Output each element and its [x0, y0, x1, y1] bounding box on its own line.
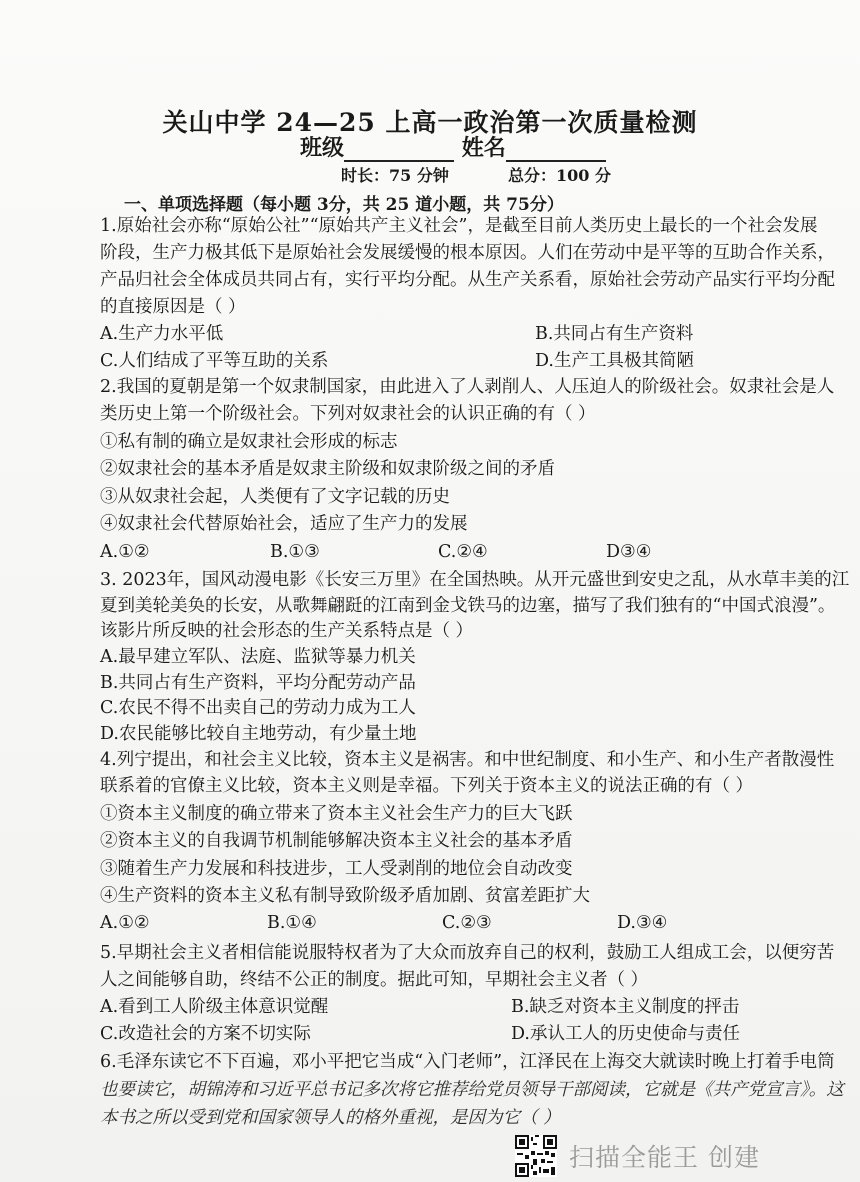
q2-option-d: D③④ [606, 542, 652, 562]
q1-option-a: A.生产力水平低 [100, 324, 224, 344]
class-blank [344, 138, 454, 162]
q4-statement-1: ①资本主义制度的确立带来了资本主义社会生产力的巨大飞跃 [100, 804, 573, 824]
q5-line: 人之间能够自助，终结不公正的制度。据此可知，早期社会主义者（ ） [100, 970, 649, 990]
q5-option-c: C.改造社会的方案不切实际 [100, 1024, 311, 1044]
q2-line: 类历史上第一个阶级社会。下列对奴隶社会的认识正确的有（ ） [100, 404, 596, 424]
q1-line: 1.原始社会亦称“原始公社”“原始共产主义社会”，是截至目前人类历史上最长的一个社会发展 [100, 216, 818, 236]
q1-option-c: C.人们结成了平等互助的关系 [100, 351, 329, 371]
q4-statement-2: ②资本主义的自我调节机制能够解决资本主义社会的基本矛盾 [100, 831, 573, 851]
q5-option-d: D.承认工人的历史使命与责任 [511, 1024, 740, 1044]
q5-option-b: B.缺乏对资本主义制度的抨击 [511, 997, 740, 1017]
q2-option-a: A.①② [100, 542, 150, 562]
q4-option-a: A.①② [100, 913, 150, 933]
q4-option-b: B.①④ [267, 913, 317, 933]
section-title: 一、单项选择题（每小题 3分，共 25 道小题，共 75分） [124, 195, 564, 215]
q1-line: 产品归社会全体成员共同占有，实行平均分配。从生产关系看，原始社会劳动产品实行平均分配 [100, 270, 835, 290]
name-blank [506, 138, 606, 162]
q3-line: 该影片所反映的社会形态的生产关系特点是（ ） [100, 621, 474, 641]
q2-option-b: B.①③ [270, 542, 320, 562]
qr-code-icon [515, 1135, 557, 1177]
q5-line: 5.早期社会主义者相信能说服特权者为了大众而放弃自己的权利，鼓励工人组成工会，以便穷苦 [100, 943, 835, 963]
q1-option-d: D.生产工具极其简陋 [535, 351, 694, 371]
q1-option-b: B.共同占有生产资料 [535, 324, 694, 344]
q6-line: 也要读它，胡锦涛和习近平总书记多次将它推荐给党员领导干部阅读，它就是《共产党宣言》。这 [100, 1080, 844, 1100]
q2-line: 2.我国的夏朝是第一个奴隶制国家，由此进入了人剥削人、人压迫人的阶级社会。奴隶社会是人 [100, 377, 835, 397]
q4-option-c: C.②③ [442, 913, 492, 933]
exam-title: 关山中学 24—25 上高一政治第一次质量检测 [162, 108, 698, 137]
scanner-watermark [515, 1134, 760, 1178]
q3-option-d: D.农民能够比较自主地劳动，有少量土地 [100, 724, 417, 744]
exam-duration: 时长：75 分钟 [341, 166, 449, 185]
q3-option-b: B.共同占有生产资料，平均分配劳动产品 [100, 673, 416, 693]
q2-statement-2: ②奴隶社会的基本矛盾是奴隶主阶级和奴隶阶级之间的矛盾 [100, 459, 555, 479]
q6-line: 本书之所以受到党和国家领导人的格外重视，是因为它（ ） [100, 1108, 561, 1128]
q6-line: 6.毛泽东读它不下百遍，邓小平把它当成“入门老师”，江泽民在上海交大就读时晚上打着手电筒 [100, 1052, 835, 1072]
name-label: 姓名 [461, 135, 506, 161]
q5-option-a: A.看到工人阶级主体意识觉醒 [100, 997, 329, 1017]
exam-total-score: 总分：100 分 [508, 166, 611, 185]
class-name-line [300, 131, 606, 162]
q3-option-a: A.最早建立军队、法庭、监狱等暴力机关 [100, 647, 416, 667]
q1-line: 的直接原因是（ ） [100, 297, 246, 317]
class-label: 班级 [300, 135, 345, 161]
q2-statement-1: ①私有制的确立是奴隶社会形成的标志 [100, 432, 398, 452]
q2-statement-4: ④奴隶社会代替原始社会，适应了生产力的发展 [100, 514, 468, 534]
q4-option-d: D.③④ [617, 913, 668, 933]
q1-line: 阶段，生产力极其低下是原始社会发展缓慢的根本原因。人们在劳动中是平等的互助合作关系， [100, 243, 835, 263]
watermark-text: 扫描全能王 创建 [569, 1143, 760, 1172]
q4-statement-3: ③随着生产力发展和科技进步，工人受剥削的地位会自动改变 [100, 859, 573, 879]
q4-line: 4.列宁提出，和社会主义比较，资本主义是祸害。和中世纪制度、和小生产、和小生产者散漫性 [100, 750, 835, 770]
q2-statement-3: ③从奴隶社会起，人类便有了文字记载的历史 [100, 487, 450, 507]
q3-line: 3. 2023年，国风动漫电影《长安三万里》在全国热映。从开元盛世到安史之乱，从水草丰美的江 [100, 570, 850, 590]
q2-option-c: C.②④ [438, 542, 488, 562]
q3-line: 夏到美轮美奂的长安，从歌舞翩跹的江南到金戈铁马的边塞，描写了我们独有的“中国式浪漫”。 [100, 596, 836, 616]
q4-statement-4: ④生产资料的资本主义私有制导致阶级矛盾加剧、贫富差距扩大 [100, 886, 590, 906]
q4-line: 联系着的官僚主义比较，资本主义则是幸福。下列关于资本主义的说法正确的有（ ） [100, 776, 754, 796]
q3-option-c: C.农民不得不出卖自己的劳动力成为工人 [100, 698, 416, 718]
